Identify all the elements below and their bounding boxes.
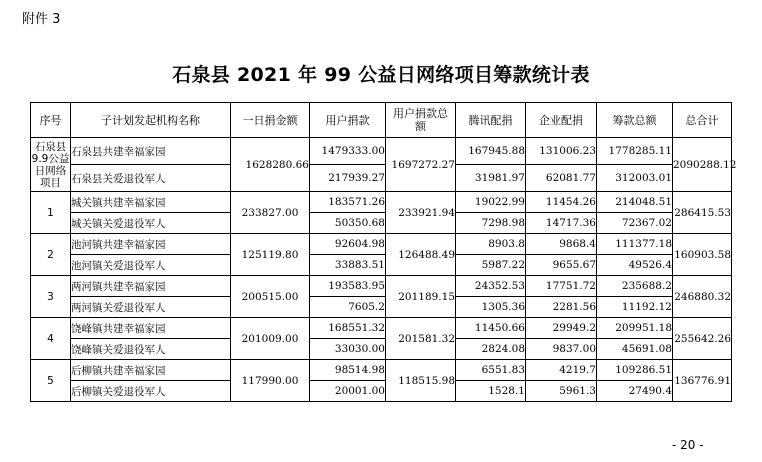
org-name: 城关镇关爱退役军人 bbox=[71, 213, 231, 234]
org-name: 后柳镇共建幸福家园 bbox=[71, 360, 231, 381]
tencent-match: 167945.88 bbox=[456, 138, 526, 165]
tencent-match: 6551.83 bbox=[456, 360, 526, 381]
user-total: 233921.94 bbox=[386, 192, 456, 234]
enterprise-match: 9868.4 bbox=[526, 234, 597, 255]
user-donation: 33883.51 bbox=[310, 255, 386, 276]
org-name: 城关镇共建幸福家园 bbox=[71, 192, 231, 213]
user-donation: 193583.95 bbox=[310, 276, 386, 297]
row-index: 石泉县9.9公益日网络项目 bbox=[31, 138, 71, 192]
one-day-amount: 201009.00 bbox=[231, 318, 310, 360]
table-row bbox=[31, 297, 732, 318]
enterprise-match: 17751.72 bbox=[526, 276, 597, 297]
page-title: 石泉县 2021 年 99 公益日网络项目筹款统计表 bbox=[172, 64, 590, 86]
raised-total: 45691.08 bbox=[597, 339, 673, 360]
tencent-match: 24352.53 bbox=[456, 276, 526, 297]
one-day-amount: 125119.80 bbox=[231, 234, 310, 276]
header-grand-total: 总合计 bbox=[673, 103, 732, 138]
org-name: 后柳镇关爱退役军人 bbox=[71, 381, 231, 402]
table-row bbox=[31, 234, 732, 255]
tencent-match: 2824.08 bbox=[456, 339, 526, 360]
user-donation: 50350.68 bbox=[310, 213, 386, 234]
user-donation: 92604.98 bbox=[310, 234, 386, 255]
grand-total: 2090288.12 bbox=[673, 138, 732, 192]
raised-total: 1778285.11 bbox=[597, 138, 673, 165]
header-tencent: 腾讯配捐 bbox=[456, 103, 526, 138]
header-user: 用户捐款 bbox=[310, 103, 386, 138]
fundraising-table bbox=[30, 102, 737, 402]
grand-total: 136776.91 bbox=[673, 360, 732, 402]
user-total: 118515.98 bbox=[386, 360, 456, 402]
table-row bbox=[31, 192, 732, 213]
enterprise-match: 9837.00 bbox=[526, 339, 597, 360]
user-donation: 20001.00 bbox=[310, 381, 386, 402]
grand-total: 246880.32 bbox=[673, 276, 732, 318]
header-raised-total: 筹款总额 bbox=[597, 103, 673, 138]
row-index: 2 bbox=[31, 234, 71, 276]
user-total: 201581.32 bbox=[386, 318, 456, 360]
table-row bbox=[31, 318, 732, 339]
tencent-match: 11450.66 bbox=[456, 318, 526, 339]
attachment-label: 附件 3 bbox=[22, 12, 61, 27]
org-name: 两河镇关爱退役军人 bbox=[71, 297, 231, 318]
org-name: 饶峰镇关爱退役军人 bbox=[71, 339, 231, 360]
table-row bbox=[31, 276, 732, 297]
raised-total: 27490.4 bbox=[597, 381, 673, 402]
org-name: 池河镇共建幸福家园 bbox=[71, 234, 231, 255]
org-name: 石泉县共建幸福家园 bbox=[71, 138, 231, 165]
enterprise-match: 4219.7 bbox=[526, 360, 597, 381]
raised-total: 111377.18 bbox=[597, 234, 673, 255]
table-row bbox=[31, 165, 732, 192]
tencent-match: 31981.97 bbox=[456, 165, 526, 192]
user-donation: 33030.00 bbox=[310, 339, 386, 360]
org-name: 池河镇关爱退役军人 bbox=[71, 255, 231, 276]
row-index: 3 bbox=[31, 276, 71, 318]
tencent-match: 7298.98 bbox=[456, 213, 526, 234]
header-index: 序号 bbox=[31, 103, 71, 138]
table-row bbox=[31, 339, 732, 360]
header-one-day: 一日捐金额 bbox=[231, 103, 310, 138]
user-total: 201189.15 bbox=[386, 276, 456, 318]
header-enterprise: 企业配捐 bbox=[526, 103, 597, 138]
tencent-match: 1305.36 bbox=[456, 297, 526, 318]
enterprise-match: 62081.77 bbox=[526, 165, 597, 192]
user-donation: 217939.27 bbox=[310, 165, 386, 192]
grand-total: 286415.53 bbox=[673, 192, 732, 234]
one-day-amount: 233827.00 bbox=[231, 192, 310, 234]
header-org: 子计划发起机构名称 bbox=[71, 103, 231, 138]
raised-total: 214048.51 bbox=[597, 192, 673, 213]
enterprise-match: 29949.2 bbox=[526, 318, 597, 339]
raised-total: 235688.2 bbox=[597, 276, 673, 297]
enterprise-match: 9655.67 bbox=[526, 255, 597, 276]
raised-total: 49526.4 bbox=[597, 255, 673, 276]
grand-total: 255642.26 bbox=[673, 318, 732, 360]
raised-total: 209951.18 bbox=[597, 318, 673, 339]
tencent-match: 8903.8 bbox=[456, 234, 526, 255]
raised-total: 11192.12 bbox=[597, 297, 673, 318]
tencent-match: 1528.1 bbox=[456, 381, 526, 402]
table-row bbox=[31, 255, 732, 276]
enterprise-match: 14717.36 bbox=[526, 213, 597, 234]
user-donation: 1479333.00 bbox=[310, 138, 386, 165]
one-day-amount: 1628280.66 bbox=[231, 138, 310, 192]
user-donation: 168551.32 bbox=[310, 318, 386, 339]
table-row bbox=[31, 360, 732, 381]
header-row bbox=[31, 103, 732, 138]
row-index: 4 bbox=[31, 318, 71, 360]
enterprise-match: 5961.3 bbox=[526, 381, 597, 402]
user-donation: 98514.98 bbox=[310, 360, 386, 381]
row-index: 1 bbox=[31, 192, 71, 234]
user-donation: 7605.2 bbox=[310, 297, 386, 318]
user-total: 1697272.27 bbox=[386, 138, 456, 192]
user-total: 126488.49 bbox=[386, 234, 456, 276]
enterprise-match: 11454.26 bbox=[526, 192, 597, 213]
one-day-amount: 117990.00 bbox=[231, 360, 310, 402]
table-row bbox=[31, 138, 732, 165]
enterprise-match: 131006.23 bbox=[526, 138, 597, 165]
table-row bbox=[31, 213, 732, 234]
org-name: 石泉县关爱退役军人 bbox=[71, 165, 231, 192]
org-name: 两河镇共建幸福家园 bbox=[71, 276, 231, 297]
page-number: - 20 - bbox=[672, 438, 704, 452]
raised-total: 72367.02 bbox=[597, 213, 673, 234]
row-index: 5 bbox=[31, 360, 71, 402]
enterprise-match: 2281.56 bbox=[526, 297, 597, 318]
header-user-total: 用户捐款总额 bbox=[386, 103, 456, 138]
tencent-match: 5987.22 bbox=[456, 255, 526, 276]
tencent-match: 19022.99 bbox=[456, 192, 526, 213]
user-donation: 183571.26 bbox=[310, 192, 386, 213]
org-name: 饶峰镇共建幸福家园 bbox=[71, 318, 231, 339]
table-row bbox=[31, 381, 732, 402]
raised-total: 312003.01 bbox=[597, 165, 673, 192]
raised-total: 109286.51 bbox=[597, 360, 673, 381]
grand-total: 160903.58 bbox=[673, 234, 732, 276]
one-day-amount: 200515.00 bbox=[231, 276, 310, 318]
